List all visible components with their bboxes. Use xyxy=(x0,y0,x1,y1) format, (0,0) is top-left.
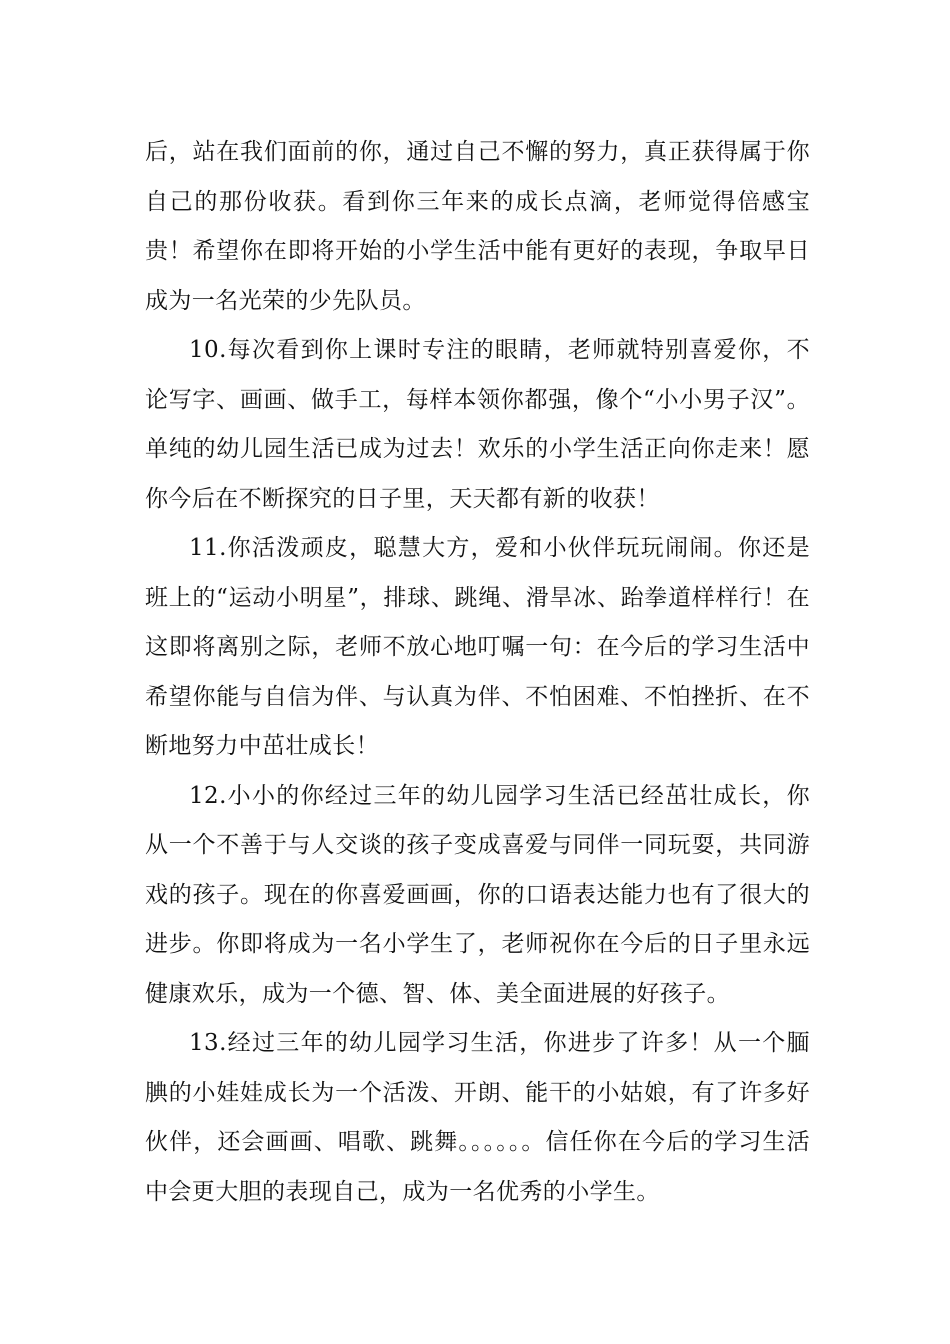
paragraph-item-12: 12.小小的你经过三年的幼儿园学习生活已经茁壮成长，你从一个不善于与人交谈的孩子变成喜爱与同伴一同玩耍，共同游戏的孩子。现在的你喜爱画画，你的口语表达能力也有了很大的进步。你即将成为一名小学生了，老师祝你在今后的日子里永远健康欢乐，成为一个德、智、体、美全面进展的好孩子。 xyxy=(145,782,810,1007)
paragraph-item-11: 11.你活泼顽皮，聪慧大方，爱和小伙伴玩玩闹闹。你还是班上的“运动小明星”，排球、跳绳、滑旱冰、跆拳道样样行！在这即将离别之际，老师不放心地叮嘱一句：在今后的学习生活中希望你能与自信为伴、与认真为伴、不怕困难、不怕挫折、在不断地努力中茁壮成长！ xyxy=(145,535,810,759)
paragraph-item-10: 10.每次看到你上课时专注的眼睛，老师就特别喜爱你，不论写字、画画、做手工，每样本领你都强，像个“小小男子汉”。单纯的幼儿园生活已成为过去！欢乐的小学生活正向你走来！愿你今后在不断探究的日子里，天天都有新的收获！ xyxy=(145,337,810,512)
document-body xyxy=(145,128,810,1217)
paragraph-continuation: 后，站在我们面前的你，通过自己不懈的努力，真正获得属于你自己的那份收获。看到你三年来的成长点滴，老师觉得倍感宝贵！希望你在即将开始的小学生活中能有更好的表现，争取早日成为一名光荣的少先队员。 xyxy=(145,139,810,314)
paragraph-item-13: 13.经过三年的幼儿园学习生活，你进步了许多！从一个腼腆的小娃娃成长为一个活泼、开朗、能干的小姑娘，有了许多好伙伴，还会画画、唱歌、跳舞。。。。。。信任你在今后的学习生活中会更大胆的表现自己，成为一名优秀的小学生。 xyxy=(145,1030,810,1205)
